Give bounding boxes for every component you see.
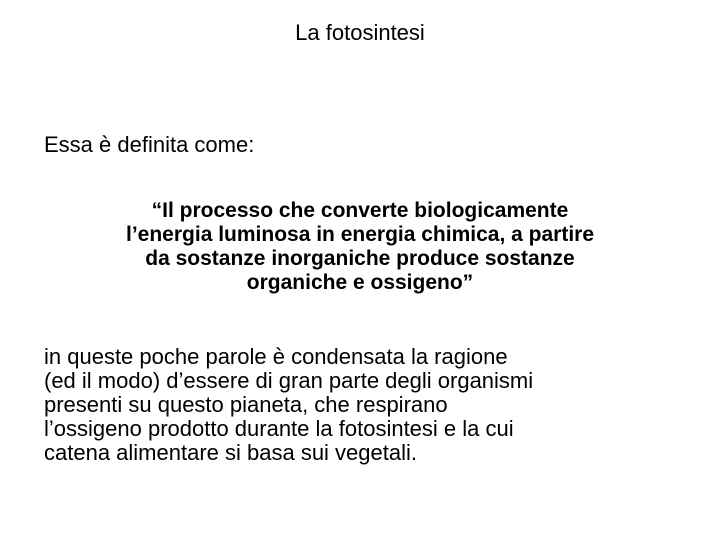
body-line: catena alimentare si basa sui vegetali. — [44, 440, 417, 465]
intro-text: Essa è definita come: — [44, 132, 255, 157]
body-line: in queste poche parole è condensata la ragione — [44, 344, 508, 369]
definition-quote — [30, 199, 690, 295]
body-line: (ed il modo) d’essere di gran parte degli organismi — [44, 368, 534, 393]
quote-line: organiche e ossigeno” — [246, 271, 474, 294]
body-line: l’ossigeno prodotto durante la fotosintesi e la cui — [44, 416, 514, 441]
body-line: presenti su questo pianeta, che respirano — [44, 392, 448, 417]
slide-title: La fotosintesi — [295, 20, 425, 45]
quote-line: “Il processo che converte biologicamente — [151, 199, 569, 222]
quote-line: l’energia luminosa in energia chimica, a partire — [126, 223, 594, 246]
body-paragraph — [44, 345, 694, 465]
quote-line: da sostanze inorganiche produce sostanze — [145, 247, 575, 270]
